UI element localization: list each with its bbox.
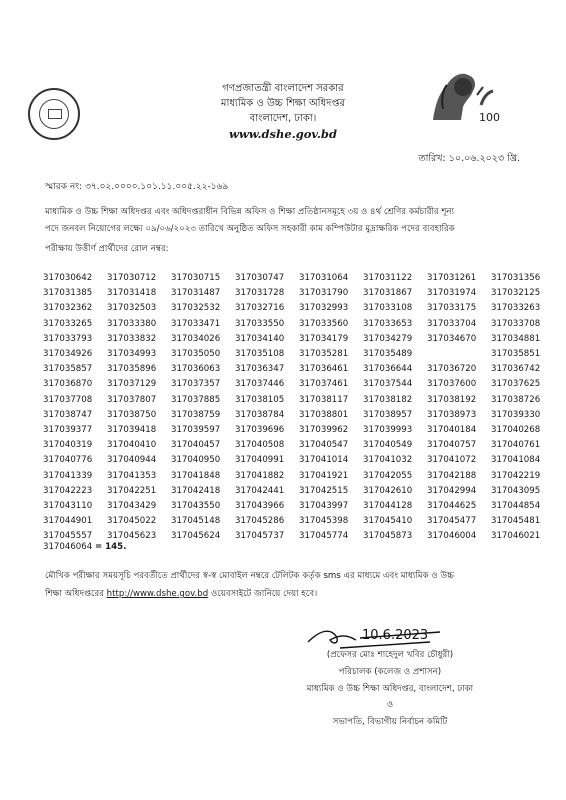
svg-text:10.6.2023: 10.6.2023 [362, 628, 429, 643]
dshe-website-link[interactable]: http://www.dshe.gov.bd [106, 589, 209, 599]
roll-number: 317033380 [107, 318, 157, 329]
roll-number: 317043966 [235, 501, 285, 511]
roll-number: 317038182 [363, 394, 413, 405]
document-date: তারিখ: ১০.০৬.২০২৩ খ্রি. [418, 153, 520, 164]
roll-number: 317031728 [235, 288, 285, 299]
intro-line-2: পদে জনবল নিয়োগের লক্ষ্যে ০৯/০৬/২০২৩ তারিখে অনুষ্ঠিত অফিস সহকারী কাম কম্পিউটার মুদ্রাক্ষরিক পদের ব্যবহারিক [45, 224, 455, 234]
roll-number: 317035050 [171, 349, 221, 359]
roll-number: 317042515 [299, 485, 349, 496]
roll-number: 317045410 [363, 516, 413, 527]
roll-number: 317031356 [491, 273, 541, 283]
roll-number: 317033708 [491, 318, 541, 329]
roll-number: 317030747 [235, 273, 285, 283]
roll-number: 317046021 [491, 531, 541, 542]
roll-number: 317030642 [43, 273, 93, 283]
roll-number: 317042055 [363, 470, 413, 481]
notice-line-2-suffix: ওয়েবসাইটে জানিয়ে দেয়া হবে। [210, 589, 318, 599]
roll-number: 317034881 [491, 333, 541, 344]
roll-number: 317043095 [491, 485, 541, 496]
roll-number: 317037807 [107, 394, 157, 405]
roll-number: 317045022 [107, 516, 157, 527]
roll-number: 317034140 [235, 333, 285, 344]
roll-number: 317038105 [235, 394, 285, 405]
roll-number: 317036347 [235, 364, 285, 375]
roll-number: 317045398 [299, 516, 349, 527]
roll-number: 317045481 [491, 516, 541, 527]
roll-number: 317039418 [107, 425, 157, 435]
roll-number: 317040950 [171, 455, 221, 466]
roll-number: 317041921 [299, 470, 349, 481]
roll-number: 317036870 [43, 379, 93, 390]
roll-number: 317037446 [235, 379, 285, 390]
roll-number: 317033560 [299, 318, 349, 329]
roll-number: 317040991 [235, 455, 285, 466]
gov-title: গণপ্রজাতন্ত্রী বাংলাদেশ সরকার [222, 83, 344, 94]
roll-number: 317046004 [427, 531, 477, 542]
signer-and: ও [386, 700, 394, 710]
roll-number: 317040508 [235, 440, 285, 451]
notice-paragraph [45, 567, 527, 603]
roll-number: 317032503 [107, 303, 157, 314]
roll-number: 317038726 [491, 394, 541, 405]
roll-number: 317039696 [235, 425, 285, 435]
svg-text:100: 100 [479, 111, 500, 124]
roll-number: 317031487 [171, 288, 221, 299]
roll-number: 317034279 [363, 333, 413, 344]
roll-number: 317042188 [427, 470, 477, 481]
department-title: মাধ্যমিক ও উচ্চ শিক্ষা অধিদপ্তর [220, 98, 346, 109]
roll-total-line [43, 542, 126, 552]
roll-number: 317033832 [107, 333, 157, 344]
roll-number: 317040776 [43, 455, 93, 466]
roll-number: 317043429 [107, 501, 157, 511]
signer-title: পরিচালক (কলেজ ও প্রশাসন) [338, 667, 442, 677]
roll-number: 317036644 [363, 364, 413, 375]
roll-number: 317044128 [363, 501, 413, 511]
roll-number: 317038192 [427, 394, 477, 405]
roll-number: 317031790 [299, 288, 349, 299]
roll-number: 317033550 [235, 318, 285, 329]
memo-number: স্মারক নং: ৩৭.০২.০০০০.১০১.১১.০০৫.২২-১৬৯ [45, 182, 229, 192]
roll-number: 317042223 [43, 485, 93, 496]
roll-number: 317035281 [299, 349, 349, 359]
last-roll-number: 317046064 [43, 542, 93, 552]
roll-number: 317037544 [363, 379, 413, 390]
roll-number: 317042418 [171, 485, 221, 496]
roll-number: 317034670 [427, 333, 477, 344]
roll-number: 317042994 [427, 485, 477, 496]
roll-number: 317043550 [171, 501, 221, 511]
roll-number: 317044854 [491, 501, 541, 511]
roll-number: 317031974 [427, 288, 477, 299]
roll-number: 317034993 [107, 349, 157, 359]
notice-line-2-prefix: শিক্ষা অধিদপ্তরের [45, 589, 104, 599]
roll-number: 317040319 [43, 440, 93, 451]
roll-number: 317045148 [171, 516, 221, 527]
roll-number: 317038973 [427, 409, 477, 420]
roll-number: 317039993 [363, 425, 413, 435]
roll-number: 317031064 [299, 273, 349, 283]
roll-number: 317042441 [235, 485, 285, 496]
roll-count: = 145. [94, 542, 127, 552]
roll-number: 317031122 [363, 273, 413, 283]
roll-number: 317045286 [235, 516, 285, 527]
roll-number: 317031385 [43, 288, 93, 299]
roll-number: 317032993 [299, 303, 349, 314]
roll-number: 317034179 [299, 333, 349, 344]
roll-number: 317042251 [107, 485, 157, 496]
roll-number: 317042219 [491, 470, 541, 481]
roll-number: 317041014 [299, 455, 349, 466]
notice-line-1: মৌখিক পরীক্ষার সময়সূচি পরবর্তীতে প্রার্থীদের স্ব-স্ব মোবাইল নম্বরে টেলিটক কর্তৃক sms এর মাধ্যমে এবং মাধ্যমিক ও উচ্চ [45, 571, 454, 581]
roll-number: 317040547 [299, 440, 349, 451]
roll-number: 317030715 [171, 273, 221, 283]
roll-number: 317045774 [299, 531, 349, 542]
roll-number: 317041032 [363, 455, 413, 466]
roll-number: 317039377 [43, 425, 93, 435]
notice-line-2 [45, 585, 527, 603]
roll-number: 317032362 [43, 303, 93, 314]
intro-line-1: মাধ্যমিক ও উচ্চ শিক্ষা অধিদপ্তর এবং অধিদপ্তরাধীন বিভিন্ন অফিস ও শিক্ষা প্রতিষ্ঠানসমূহে ৩য় ও ৪র্থ শ্রেণির কর্মচারীর শূন্য [45, 207, 455, 217]
roll-number: 317034926 [43, 349, 93, 359]
roll-number: 317037600 [427, 379, 477, 390]
roll-number: 317041072 [427, 455, 477, 466]
signer-name: (প্রফেসর মোঃ শাহেদুল খবির চৌধুরী) [326, 650, 454, 660]
roll-number: 317040457 [171, 440, 221, 451]
roll-number: 317038750 [107, 409, 157, 420]
roll-number: 317032125 [491, 288, 541, 299]
roll-number: 317037129 [107, 379, 157, 390]
roll-number: 317039330 [491, 409, 541, 420]
roll-number: 317035851 [491, 349, 541, 359]
roll-number: 317037357 [171, 379, 221, 390]
roll-number: 317035108 [235, 349, 285, 359]
roll-number: 317033704 [427, 318, 477, 329]
roll-number: 317045477 [427, 516, 477, 527]
roll-number: 317045873 [363, 531, 413, 542]
roll-number: 317034026 [171, 333, 221, 344]
roll-number: 317043110 [43, 501, 93, 511]
roll-number: 317040410 [107, 440, 157, 451]
roll-number: 317038801 [299, 409, 349, 420]
roll-number: 317045623 [107, 531, 157, 542]
roll-number: 317033653 [363, 318, 413, 329]
roll-number: 317033793 [43, 333, 93, 344]
roll-number: 317035896 [107, 364, 157, 375]
roll-number: 317031261 [427, 273, 477, 283]
roll-number: 317042610 [363, 485, 413, 496]
roll-number: 317033265 [43, 318, 93, 329]
roll-number: 317035489 [363, 349, 413, 359]
roll-number: 317045737 [235, 531, 285, 542]
roll-number: 317040761 [491, 440, 541, 451]
roll-number: 317041882 [235, 470, 285, 481]
roll-number: 317030712 [107, 273, 157, 283]
roll-number: 317031867 [363, 288, 413, 299]
roll-number: 317036742 [491, 364, 541, 375]
roll-number: 317040757 [427, 440, 477, 451]
roll-number: 317037885 [171, 394, 221, 405]
roll-number: 317036720 [427, 364, 477, 375]
roll-number: 317044901 [43, 516, 93, 527]
roll-number: 317040549 [363, 440, 413, 451]
roll-number: 317032532 [171, 303, 221, 314]
roll-number: 317039597 [171, 425, 221, 435]
roll-number: 317037461 [299, 379, 349, 390]
location-title: বাংলাদেশ, ঢাকা। [249, 113, 317, 124]
roll-number: 317033175 [427, 303, 477, 314]
roll-number: 317036461 [299, 364, 349, 375]
intro-line-3: পরীক্ষায় উত্তীর্ণ প্রার্থীদের রোল নম্বর: [45, 244, 169, 254]
roll-number: 317040268 [491, 425, 541, 435]
roll-number: 317045557 [43, 531, 93, 542]
roll-number: 317040944 [107, 455, 157, 466]
roll-number: 317037625 [491, 379, 541, 390]
roll-number: 317041084 [491, 455, 541, 466]
roll-number: 317037708 [43, 394, 93, 405]
roll-number: 317038747 [43, 409, 93, 420]
roll-number: 317038759 [171, 409, 221, 420]
roll-number: 317045624 [171, 531, 221, 542]
roll-number: 317033471 [171, 318, 221, 329]
roll-number: 317031418 [107, 288, 157, 299]
roll-number: 317044625 [427, 501, 477, 511]
mujib-emblem-icon [413, 65, 513, 125]
signer-office: মাধ্যমিক ও উচ্চ শিক্ষা অধিদপ্তর, বাংলাদেশ, ঢাকা [306, 684, 474, 694]
roll-number: 317035857 [43, 364, 93, 375]
roll-number: 317032716 [235, 303, 285, 314]
roll-number: 317038784 [235, 409, 285, 420]
roll-number: 317036063 [171, 364, 221, 375]
website-text: www.dshe.gov.bd [228, 127, 338, 141]
roll-number: 317041339 [43, 470, 93, 481]
roll-number: 317033263 [491, 303, 541, 314]
roll-number: 317043997 [299, 501, 349, 511]
roll-number: 317040184 [427, 425, 477, 435]
roll-number: 317038957 [363, 409, 413, 420]
roll-number: 317039962 [299, 425, 349, 435]
roll-number: 317038117 [299, 394, 349, 405]
signer-role: সভাপতি, বিভাগীয় নির্বাচন কমিটি [332, 717, 448, 727]
roll-number: 317041848 [171, 470, 221, 481]
roll-number: 317041353 [107, 470, 157, 481]
roll-number: 317033108 [363, 303, 413, 314]
